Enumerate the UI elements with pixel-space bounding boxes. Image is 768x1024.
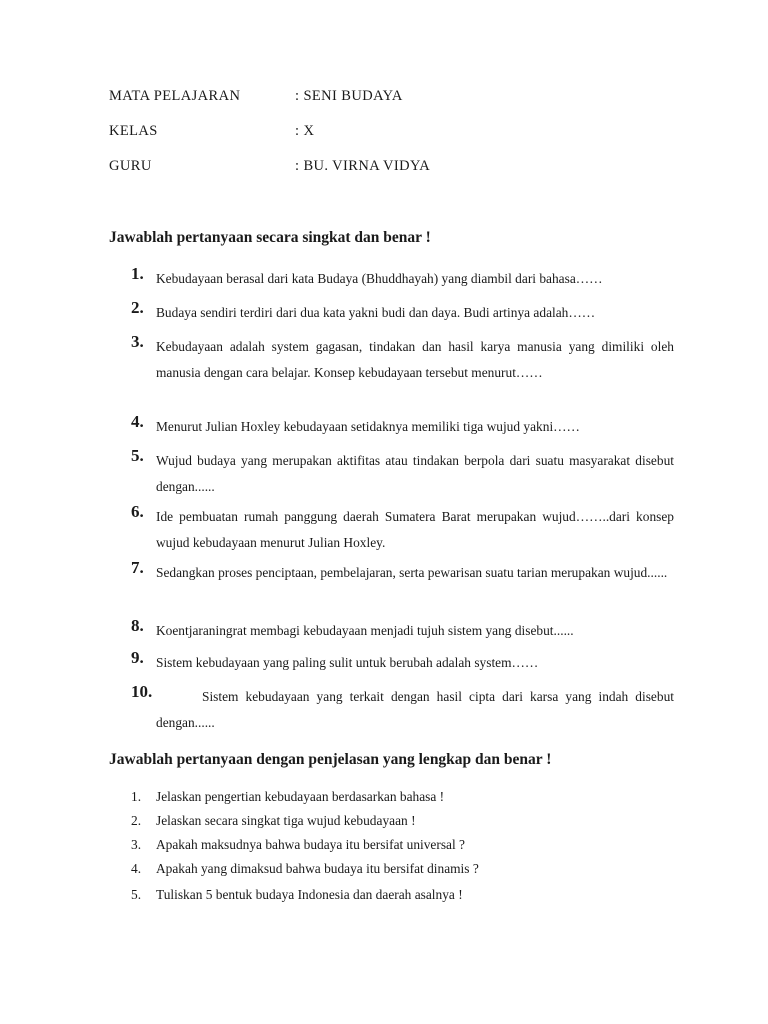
question-number: 5. xyxy=(131,446,144,465)
question-number: 4. xyxy=(131,861,142,876)
question-text: Budaya sendiri terdiri dari dua kata yakni budi dan daya. Budi artinya adalah…… xyxy=(156,305,596,320)
class-value: : X xyxy=(295,123,315,139)
subject-label: MATA PELAJARAN xyxy=(109,88,241,104)
section2-question xyxy=(109,810,674,832)
question-number: 5. xyxy=(131,887,142,902)
section2-question xyxy=(109,858,674,880)
section2-question xyxy=(109,834,674,856)
question-number: 6. xyxy=(131,502,144,521)
question-text: Sistem kebudayaan yang terkait dengan hasil cipta dari karsa yang indah disebut dengan...... xyxy=(156,689,674,730)
question-number: 1. xyxy=(131,264,144,283)
question-text: Kebudayaan berasal dari kata Budaya (Bhuddhayah) yang diambil dari bahasa…… xyxy=(156,271,603,286)
class-label: KELAS xyxy=(109,123,158,139)
question-number: 8. xyxy=(131,616,144,635)
section2-title: Jawablah pertanyaan dengan penjelasan yang lengkap dan benar ! xyxy=(109,751,552,768)
teacher-value: : BU. VIRNA VIDYA xyxy=(295,158,431,174)
question-text: Apakah yang dimaksud bahwa budaya itu bersifat dinamis ? xyxy=(156,861,479,876)
question-text: Apakah maksudnya bahwa budaya itu bersifat universal ? xyxy=(156,837,465,852)
question-text: Jelaskan pengertian kebudayaan berdasarkan bahasa ! xyxy=(156,789,445,804)
section1-title: Jawablah pertanyaan secara singkat dan benar ! xyxy=(109,229,431,246)
question-number: 9. xyxy=(131,648,144,667)
question-number: 3. xyxy=(131,332,144,351)
subject-value: : SENI BUDAYA xyxy=(295,88,403,104)
question-text: Wujud budaya yang merupakan aktifitas atau tindakan berpola dari suatu masyarakat disebut dengan...... xyxy=(156,453,674,494)
question-number: 2. xyxy=(131,298,144,317)
question-number: 3. xyxy=(131,837,142,852)
question-number: 1. xyxy=(131,789,142,804)
question-number: 4. xyxy=(131,412,144,431)
question-text: Jelaskan secara singkat tiga wujud kebudayaan ! xyxy=(156,813,416,828)
question-number: 2. xyxy=(131,813,142,828)
question-text: Tuliskan 5 bentuk budaya Indonesia dan daerah asalnya ! xyxy=(156,887,463,902)
teacher-label: GURU xyxy=(109,158,152,174)
question-text: Menurut Julian Hoxley kebudayaan setidaknya memiliki tiga wujud yakni…… xyxy=(156,419,580,434)
question-number: 10. xyxy=(131,682,153,701)
question-text: Sedangkan proses penciptaan, pembelajaran, serta pewarisan suatu tarian merupakan wujud...... xyxy=(156,565,668,580)
section2-question xyxy=(109,884,674,906)
question-text: Kebudayaan adalah system gagasan, tindakan dan hasil karya manusia yang dimiliki oleh manusia dengan cara belajar. Konsep kebudayaan tersebut menurut…… xyxy=(156,339,674,380)
section2-question xyxy=(109,786,674,808)
question-number: 7. xyxy=(131,558,144,577)
question-text: Koentjaraningrat membagi kebudayaan menjadi tujuh sistem yang disebut...... xyxy=(156,623,574,638)
question-text: Sistem kebudayaan yang paling sulit untuk berubah adalah system…… xyxy=(156,655,539,670)
question-text: Ide pembuatan rumah panggung daerah Sumatera Barat merupakan wujud……..dari konsep wujud kebudayaan menurut Julian Hoxley. xyxy=(156,509,674,550)
